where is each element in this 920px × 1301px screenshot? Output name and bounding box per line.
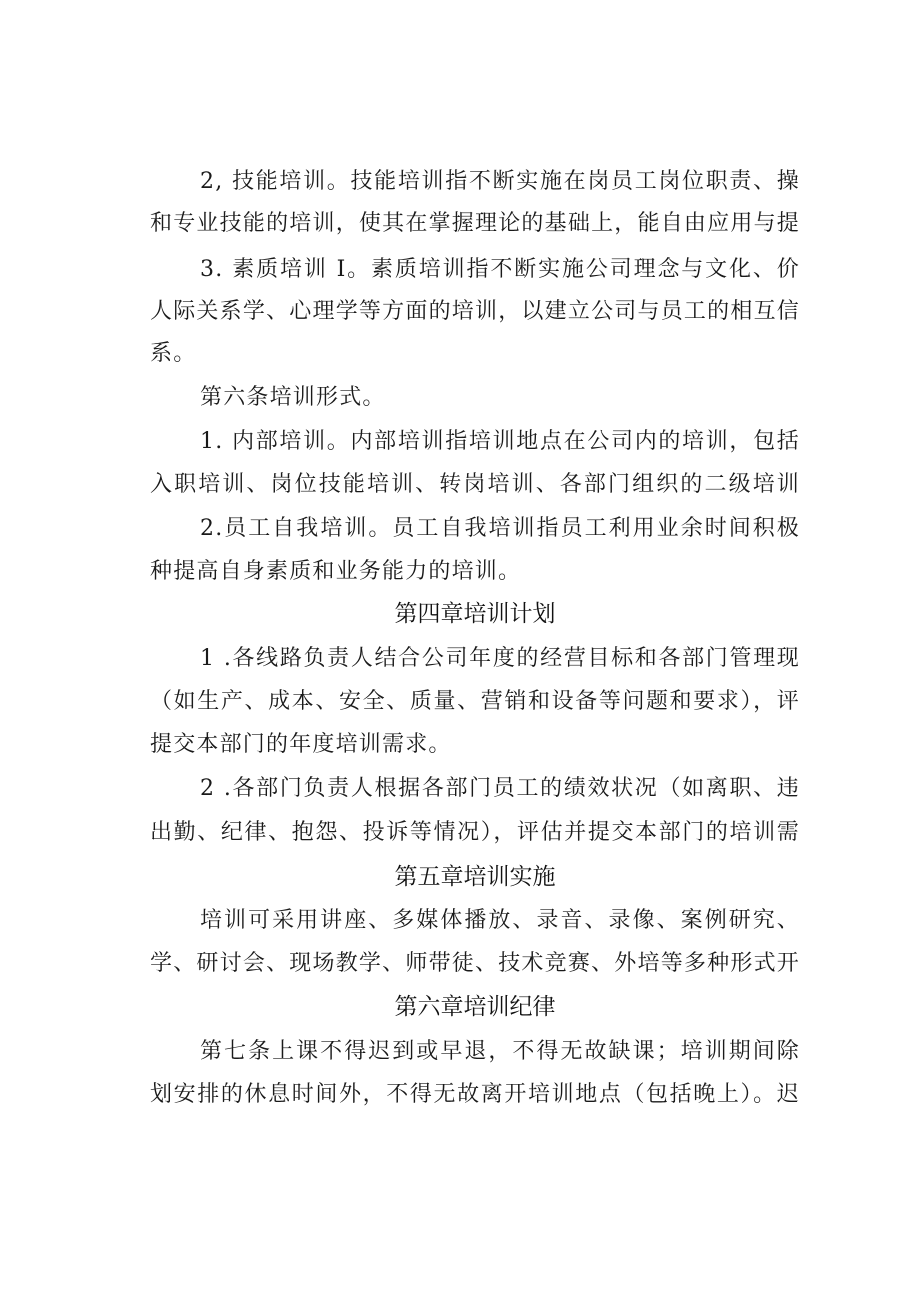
paragraph-line: 和专业技能的培训，使其在掌握理论的基础上，能自由应用与提 — [150, 211, 800, 236]
chapter-heading: 第四章培训计划 — [394, 601, 556, 627]
paragraph-line: 种提高自身素质和业务能力的培训。 — [150, 559, 522, 584]
paragraph-line: 学、研讨会、现场教学、师带徒、技术竞赛、外培等多种形式开 — [150, 951, 800, 976]
paragraph-line: 1 .各线路负责人结合公司年度的经营目标和各部门管理现 — [200, 646, 800, 671]
paragraph-line: 培训可采用讲座、多媒体播放、录音、录像、案例研究、 — [200, 908, 800, 933]
paragraph-line: 第七条上课不得迟到或早退，不得无故缺课；培训期间除 — [200, 1039, 800, 1064]
paragraph-line: 2, 技能培训。技能培训指不断实施在岗员工岗位职责、操 — [200, 169, 800, 194]
paragraph-line: 入职培训、岗位技能培训、转岗培训、各部门组织的二级培训 — [150, 472, 800, 497]
paragraph-line: 1. 内部培训。内部培训指培训地点在公司内的培训，包括 — [200, 429, 800, 454]
paragraph-line: 2.员工自我培训。员工自我培训指员工利用业余时间积极 — [200, 516, 800, 541]
paragraph-line: 第六条培训形式。 — [200, 385, 386, 410]
paragraph-line: 2 .各部门负责人根据各部门员工的绩效状况（如离职、违 — [200, 776, 800, 801]
chapter-heading: 第五章培训实施 — [394, 864, 556, 890]
paragraph-line: 3. 素质培训 I。素质培训指不断实施公司理念与文化、价 — [200, 257, 800, 282]
paragraph-line: 人际关系学、心理学等方面的培训，以建立公司与员工的相互信 — [150, 299, 800, 324]
chapter-heading: 第六章培训纪律 — [394, 994, 556, 1020]
paragraph-line: 提交本部门的年度培训需求。 — [150, 732, 452, 757]
paragraph-line: 出勤、纪律、抱怨、投诉等情况），评估并提交本部门的培训需 — [150, 820, 800, 845]
paragraph-line: （如生产、成本、安全、质量、营销和设备等问题和要求），评 — [150, 689, 800, 714]
paragraph-line: 系。 — [150, 341, 197, 366]
paragraph-line: 划安排的休息时间外，不得无故离开培训地点（包括晚上）。迟 — [150, 1082, 800, 1107]
